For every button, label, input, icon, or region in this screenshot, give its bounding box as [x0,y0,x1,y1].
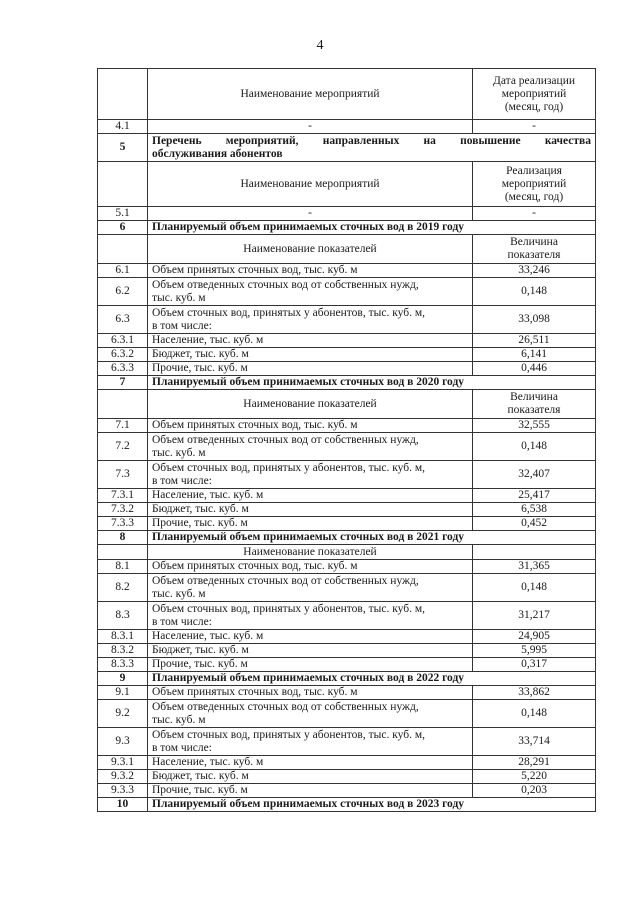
section-number: 8 [98,531,148,545]
item-value [473,784,596,798]
item-value [473,602,596,630]
item-number: 9.3.3 [98,784,148,798]
data-row [98,278,596,306]
item-value [473,728,596,756]
cell-line: - [532,207,536,219]
section-row [98,672,596,686]
cell-line: 33,246 [518,264,550,276]
item-name: Бюджет, тыс. куб. м [148,770,473,784]
header-row [98,162,596,207]
data-row [98,560,596,574]
item-name [148,602,473,630]
section-row [98,531,596,545]
cell-line: 25,417 [518,489,550,501]
item-value [473,207,596,221]
cell-line: 31,217 [518,609,550,621]
data-row [98,120,596,134]
cell-line: 0,317 [521,658,547,670]
item-number: 7.1 [98,419,148,433]
section-title: Планируемый объем принимаемых сточных вод в 2022 году [148,672,596,686]
cell-line: 28,291 [518,756,550,768]
cell-line: 24,905 [518,630,550,642]
item-name: Население, тыс. куб. м [148,630,473,644]
cell-line: 32,407 [518,468,550,480]
cell-line: 6,538 [521,503,547,515]
section-title: Планируемый объем принимаемых сточных вод в 2019 году [148,221,596,235]
item-name [148,574,473,602]
header-row [98,235,596,264]
item-name: Бюджет, тыс. куб. м [148,348,473,362]
item-name: Бюджет, тыс. куб. м [148,503,473,517]
item-value [473,348,596,362]
cell-line: тыс. куб. м [152,713,206,726]
item-number: 6.3.1 [98,334,148,348]
cell-line: Объем сточных вод, принятых у абонентов, тыс. куб. м, [152,306,425,319]
header-name-cell: Наименование показателей [148,235,473,264]
section-title: Планируемый объем принимаемых сточных вод в 2023 году [148,798,596,812]
cell-line: Реализация [506,164,562,177]
item-number: 7.2 [98,433,148,461]
header-value-cell [473,390,596,419]
data-row [98,686,596,700]
section-number: 9 [98,672,148,686]
header-row [98,390,596,419]
section-number: 6 [98,221,148,235]
cell-line: Объем отведенных сточных вод от собственных нужд, [152,700,419,713]
item-name: - [148,207,473,221]
item-value [473,700,596,728]
data-row [98,306,596,334]
header-row [98,69,596,120]
cell-line: в том числе: [152,615,212,628]
cell-line: Объем сточных вод, принятых у абонентов, тыс. куб. м, [152,728,425,741]
header-number-cell [98,69,148,120]
item-number: 7.3.2 [98,503,148,517]
header-number-cell [98,545,148,560]
item-value [473,658,596,672]
cell-line: Объем отведенных сточных вод от собственных нужд, [152,278,419,291]
section-number: 5 [98,134,148,162]
item-number: 7.3.3 [98,517,148,531]
cell-line: (месяц, год) [504,190,564,203]
cell-line: в том числе: [152,741,212,754]
data-row [98,630,596,644]
item-number: 4.1 [98,120,148,134]
cell-line: 0,452 [521,517,547,529]
data-row [98,756,596,770]
item-number: 8.1 [98,560,148,574]
item-name: Население, тыс. куб. м [148,334,473,348]
item-name: Бюджет, тыс. куб. м [148,644,473,658]
section-row [98,134,596,162]
data-row [98,602,596,630]
data-row [98,700,596,728]
item-name: - [148,120,473,134]
section-title-line: обслуживания абонентов [152,147,283,160]
cell-line: 5,995 [521,644,547,656]
page-number: 4 [316,38,324,53]
header-name-cell: Наименование показателей [148,390,473,419]
item-name: Население, тыс. куб. м [148,489,473,503]
data-row [98,334,596,348]
item-name: Население, тыс. куб. м [148,756,473,770]
data-row [98,348,596,362]
item-name: Объем принятых сточных вод, тыс. куб. м [148,560,473,574]
item-name: Объем принятых сточных вод, тыс. куб. м [148,686,473,700]
data-row [98,362,596,376]
item-value [473,334,596,348]
cell-line: тыс. куб. м [152,291,206,304]
section-row [98,376,596,390]
cell-line: Объем сточных вод, принятых у абонентов, тыс. куб. м, [152,461,425,474]
item-value [473,362,596,376]
cell-line: тыс. куб. м [152,587,206,600]
item-number: 6.3.3 [98,362,148,376]
cell-line: Дата реализации [493,74,575,87]
header-value-cell [473,162,596,207]
cell-line: в том числе: [152,474,212,487]
section-number: 10 [98,798,148,812]
cell-line: 33,098 [518,313,550,325]
item-name [148,728,473,756]
item-value [473,264,596,278]
cell-line: 5,220 [521,770,547,782]
data-row [98,644,596,658]
item-value [473,686,596,700]
cell-line: 33,714 [518,735,550,747]
cell-line: мероприятий [501,87,567,100]
data-row [98,517,596,531]
item-value [473,461,596,489]
item-value [473,644,596,658]
header-value-cell [473,545,596,560]
data-row [98,503,596,517]
item-number: 8.3.1 [98,630,148,644]
item-number: 8.3.2 [98,644,148,658]
item-value [473,278,596,306]
item-number: 9.3.2 [98,770,148,784]
item-value [473,574,596,602]
item-value [473,770,596,784]
section-title-line: Перечень мероприятий, направленных на повышение качества [152,134,591,147]
section-title [148,134,596,162]
data-row [98,728,596,756]
section-row [98,798,596,812]
item-name: Прочие, тыс. куб. м [148,517,473,531]
cell-line: Величина [510,391,558,403]
item-name: Объем принятых сточных вод, тыс. куб. м [148,264,473,278]
section-title: Планируемый объем принимаемых сточных вод в 2021 году [148,531,596,545]
item-value [473,489,596,503]
data-row [98,489,596,503]
plan-table [97,68,596,812]
cell-line: (месяц, год) [504,100,564,113]
cell-line: 32,555 [518,419,550,431]
item-number: 9.2 [98,700,148,728]
data-row [98,770,596,784]
cell-line: Объем отведенных сточных вод от собственных нужд, [152,574,419,587]
header-name-cell: Наименование мероприятий [148,69,473,120]
section-row [98,221,596,235]
header-row [98,545,596,560]
data-row [98,461,596,489]
item-value [473,517,596,531]
item-value [473,433,596,461]
data-row [98,264,596,278]
cell-line: Объем отведенных сточных вод от собственных нужд, [152,433,419,446]
cell-line: в том числе: [152,319,212,332]
header-value-cell [473,69,596,120]
cell-line: Объем сточных вод, принятых у абонентов, тыс. куб. м, [152,602,425,615]
item-name: Прочие, тыс. куб. м [148,362,473,376]
cell-line: 0,148 [521,707,547,719]
item-number: 9.3 [98,728,148,756]
item-value [473,630,596,644]
item-name [148,461,473,489]
item-value [473,419,596,433]
header-value-cell [473,235,596,264]
item-number: 9.3.1 [98,756,148,770]
data-row [98,574,596,602]
cell-line: тыс. куб. м [152,446,206,459]
item-number: 9.1 [98,686,148,700]
item-value [473,756,596,770]
data-row [98,658,596,672]
item-number: 5.1 [98,207,148,221]
section-title: Планируемый объем принимаемых сточных вод в 2020 году [148,376,596,390]
data-row [98,784,596,798]
item-value [473,560,596,574]
cell-line: мероприятий [501,177,567,190]
cell-line: 0,148 [521,581,547,593]
item-value [473,120,596,134]
item-number: 6.2 [98,278,148,306]
item-number: 8.2 [98,574,148,602]
item-value [473,503,596,517]
item-value [473,306,596,334]
item-name [148,278,473,306]
cell-line: показателя [507,249,561,261]
data-row [98,207,596,221]
data-row [98,433,596,461]
cell-line: 0,203 [521,784,547,796]
item-number: 6.3.2 [98,348,148,362]
item-number: 7.3 [98,461,148,489]
header-number-cell [98,390,148,419]
header-name-cell: Наименование показателей [148,545,473,560]
cell-line: - [532,120,536,132]
cell-line: 0,446 [521,362,547,374]
header-number-cell [98,162,148,207]
data-row [98,419,596,433]
cell-line: 0,148 [521,285,547,297]
cell-line: 0,148 [521,440,547,452]
section-number: 7 [98,376,148,390]
item-name: Объем принятых сточных вод, тыс. куб. м [148,419,473,433]
item-number: 6.3 [98,306,148,334]
item-number: 8.3 [98,602,148,630]
item-name [148,433,473,461]
item-name: Прочие, тыс. куб. м [148,784,473,798]
item-name: Прочие, тыс. куб. м [148,658,473,672]
cell-line: 26,511 [518,334,550,346]
cell-line: 31,365 [518,560,550,572]
item-name [148,700,473,728]
cell-line: Величина [510,236,558,248]
header-name-cell: Наименование мероприятий [148,162,473,207]
header-number-cell [98,235,148,264]
item-number: 6.1 [98,264,148,278]
item-number: 7.3.1 [98,489,148,503]
cell-line: показателя [507,404,561,416]
item-name [148,306,473,334]
cell-line: 33,862 [518,686,550,698]
item-number: 8.3.3 [98,658,148,672]
cell-line: 6,141 [521,348,547,360]
